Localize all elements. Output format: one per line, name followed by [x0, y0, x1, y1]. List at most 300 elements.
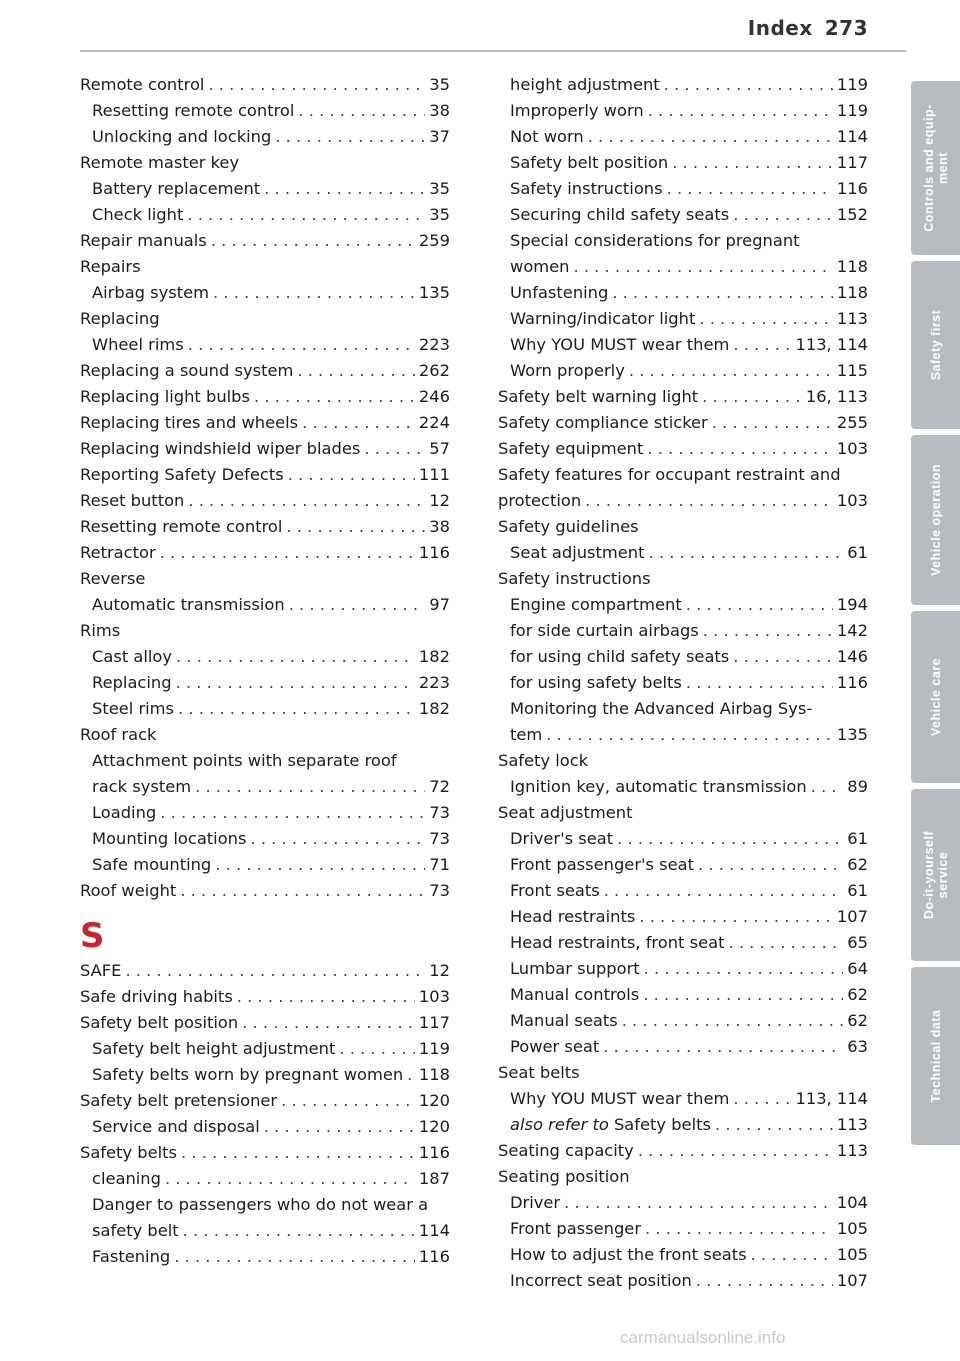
index-entry	[80, 228, 450, 254]
index-term: Driver	[510, 1193, 561, 1212]
index-term: Monitoring the Advanced Airbag Sys-	[510, 699, 813, 718]
page-reference[interactable]: 118	[418, 1065, 450, 1084]
index-term: Safe driving habits	[80, 987, 233, 1006]
page-reference[interactable]: 35	[429, 179, 450, 198]
page-reference[interactable]: 113, 114	[795, 1089, 868, 1108]
index-term: height adjustment	[510, 75, 660, 94]
page-reference[interactable]: 113	[836, 309, 868, 328]
chapter-tab[interactable]	[911, 611, 960, 783]
page-reference[interactable]: 73	[429, 829, 450, 848]
page-reference[interactable]: 73	[429, 881, 450, 900]
index-entry	[498, 202, 868, 228]
index-entry	[498, 98, 868, 124]
index-term: Improperly worn	[510, 101, 644, 120]
page-reference[interactable]: 182	[418, 699, 450, 718]
section-letter: S	[80, 916, 105, 956]
index-entry	[498, 930, 868, 956]
index-entry	[80, 722, 450, 748]
index-entry	[498, 1060, 868, 1086]
dot-leader	[237, 984, 415, 1010]
index-entry	[498, 176, 868, 202]
watermark: carmanualsonline.info	[620, 1328, 786, 1347]
page-reference[interactable]: 135	[418, 283, 450, 302]
chapter-tab-label: Do-it-yourself service	[921, 830, 950, 920]
dot-leader	[407, 1062, 415, 1088]
dot-leader	[211, 228, 415, 254]
page-reference[interactable]: 107	[836, 907, 868, 926]
index-term: Safety belt height adjustment	[92, 1039, 336, 1058]
dot-leader	[622, 1008, 844, 1034]
dot-leader	[603, 1034, 843, 1060]
index-entry	[80, 306, 450, 332]
dot-leader	[289, 592, 426, 618]
index-term: Incorrect seat position	[510, 1271, 692, 1290]
index-term: Not worn	[510, 127, 584, 146]
dot-leader	[298, 98, 425, 124]
page-reference[interactable]: 142	[836, 621, 868, 640]
page-reference[interactable]: 182	[418, 647, 450, 666]
page-reference[interactable]: 35	[429, 75, 450, 94]
index-term: Safety features for occupant restraint and	[498, 465, 841, 484]
index-term: Replacing	[92, 673, 172, 692]
index-term: Replacing	[80, 309, 160, 328]
index-entry	[498, 306, 868, 332]
index-entry	[498, 1008, 868, 1034]
dot-leader	[264, 1114, 415, 1140]
dot-leader	[629, 358, 833, 384]
index-entry	[80, 1088, 450, 1114]
page-reference[interactable]: 105	[836, 1219, 868, 1238]
index-entry	[80, 254, 450, 280]
chapter-tab-label: Vehicle operation	[928, 463, 943, 577]
index-term: Safe mounting	[92, 855, 212, 874]
index-entry	[80, 540, 450, 566]
dot-leader	[178, 696, 415, 722]
page-reference[interactable]: 103	[836, 491, 868, 510]
page-reference[interactable]: 12	[429, 961, 450, 980]
page-reference[interactable]: 118	[836, 283, 868, 302]
index-term: Battery replacement	[92, 179, 261, 198]
index-entry	[498, 956, 868, 982]
index-term: Safety compliance sticker	[498, 413, 708, 432]
dot-leader	[733, 644, 833, 670]
page-reference[interactable]: 73	[429, 803, 450, 822]
index-term: Service and disposal	[92, 1117, 260, 1136]
page-reference[interactable]: 64	[847, 959, 868, 978]
index-entry	[80, 618, 450, 644]
index-entry	[498, 254, 868, 280]
page-reference[interactable]: 115	[836, 361, 868, 380]
page-reference[interactable]: 113, 114	[795, 335, 868, 354]
page-reference[interactable]: 103	[836, 439, 868, 458]
page-reference[interactable]: 12	[429, 491, 450, 510]
index-term: Replacing windshield wiper blades	[80, 439, 361, 458]
page-reference[interactable]: 116	[418, 543, 450, 562]
chapter-tab[interactable]	[911, 81, 960, 255]
index-term: Mounting locations	[92, 829, 247, 848]
index-term: Front passenger's seat	[510, 855, 695, 874]
index-entry	[498, 826, 868, 852]
dot-leader	[183, 1218, 415, 1244]
dot-leader	[698, 852, 843, 878]
index-term: protection	[498, 491, 582, 510]
index-entry	[498, 1268, 868, 1294]
index-entry	[80, 1036, 450, 1062]
dot-leader	[215, 852, 425, 878]
page-reference[interactable]: 65	[847, 933, 868, 952]
chapter-tab-label: Controls and equip- ment	[921, 104, 950, 232]
page-reference[interactable]: 62	[847, 855, 868, 874]
index-term: Danger to passengers who do not wear a	[92, 1195, 429, 1214]
page-reference[interactable]: 113	[836, 1115, 868, 1134]
index-term: Securing child safety seats	[510, 205, 730, 224]
index-entry	[498, 982, 868, 1008]
page-reference[interactable]: 105	[836, 1245, 868, 1264]
index-term: Front seats	[510, 881, 600, 900]
index-list-r	[80, 72, 450, 904]
page-reference[interactable]: 117	[418, 1013, 450, 1032]
page-reference[interactable]: 259	[418, 231, 450, 250]
index-entry	[498, 748, 868, 774]
page-reference[interactable]: 119	[836, 101, 868, 120]
page-reference[interactable]: 103	[418, 987, 450, 1006]
index-entry	[80, 436, 450, 462]
page-reference[interactable]: 63	[847, 1037, 868, 1056]
page-reference[interactable]: 97	[429, 595, 450, 614]
index-entry	[80, 1114, 450, 1140]
page-reference[interactable]: 194	[836, 595, 868, 614]
cross-reference-prefix: also refer to	[510, 1115, 609, 1134]
index-entry	[498, 722, 868, 748]
index-entry	[498, 540, 868, 566]
page-reference[interactable]: 116	[836, 179, 868, 198]
dot-leader	[573, 254, 832, 280]
index-entry	[498, 592, 868, 618]
page-reference[interactable]: 114	[418, 1221, 450, 1240]
dot-leader	[686, 670, 833, 696]
index-term: Remote control	[80, 75, 205, 94]
index-term: Safety belt position	[80, 1013, 239, 1032]
dot-leader	[639, 904, 833, 930]
page-reference[interactable]: 135	[836, 725, 868, 744]
page-reference[interactable]: 104	[836, 1193, 868, 1212]
index-entry	[80, 462, 450, 488]
index-term: tem	[510, 725, 543, 744]
index-entry	[498, 410, 868, 436]
index-term: Why YOU MUST wear them	[510, 1089, 730, 1108]
index-term: also refer to Safety belts	[510, 1115, 711, 1134]
dot-leader	[564, 1190, 833, 1216]
dot-leader	[733, 202, 833, 228]
dot-leader	[699, 306, 833, 332]
page-reference[interactable]: 62	[847, 1011, 868, 1030]
page-reference[interactable]: 119	[418, 1039, 450, 1058]
dot-leader	[250, 826, 425, 852]
page-reference[interactable]: 223	[418, 335, 450, 354]
dot-leader	[648, 98, 833, 124]
dot-leader	[751, 1242, 833, 1268]
page-reference[interactable]: 61	[847, 881, 868, 900]
index-term: Reporting Safety Defects	[80, 465, 284, 484]
page-reference[interactable]: 35	[429, 205, 450, 224]
index-term: Replacing a sound system	[80, 361, 294, 380]
index-entry	[80, 72, 450, 98]
index-term: Head restraints, front seat	[510, 933, 725, 952]
page-reference[interactable]: 107	[836, 1271, 868, 1290]
page-reference[interactable]: 224	[418, 413, 450, 432]
page-reference[interactable]: 38	[429, 101, 450, 120]
index-entry	[498, 124, 868, 150]
page-reference[interactable]: 61	[847, 543, 868, 562]
index-term: Safety belt position	[510, 153, 669, 172]
dot-leader	[664, 72, 833, 98]
page-reference[interactable]: 117	[836, 153, 868, 172]
dot-leader	[188, 488, 425, 514]
chapter-tab-label: Vehicle care	[928, 657, 943, 737]
page-reference[interactable]: 89	[847, 777, 868, 796]
index-term: Reset button	[80, 491, 185, 510]
index-term: cleaning	[92, 1169, 161, 1188]
index-term: Driver's seat	[510, 829, 614, 848]
index-entry	[80, 1062, 450, 1088]
index-entry	[498, 1112, 868, 1138]
dot-leader	[176, 644, 415, 670]
dot-leader	[585, 488, 833, 514]
dot-leader	[712, 410, 833, 436]
chapter-tab[interactable]	[911, 967, 960, 1145]
dot-leader	[208, 72, 425, 98]
dot-leader	[649, 540, 844, 566]
index-term: Special considerations for pregnant	[510, 231, 800, 250]
dot-leader	[264, 176, 425, 202]
index-term: Roof rack	[80, 725, 157, 744]
page-reference[interactable]: 119	[836, 75, 868, 94]
index-entry	[80, 984, 450, 1010]
index-term: for side curtain airbags	[510, 621, 699, 640]
dot-leader	[645, 1216, 833, 1242]
index-term: Ignition key, automatic transmission	[510, 777, 807, 796]
index-term: women	[510, 257, 570, 276]
index-entry	[498, 436, 868, 462]
index-term: Reverse	[80, 569, 146, 588]
index-entry	[80, 958, 450, 984]
index-term: How to adjust the front seats	[510, 1245, 747, 1264]
index-term: Replacing light bulbs	[80, 387, 250, 406]
index-term: Attachment points with separate roof	[92, 751, 397, 770]
index-entry	[80, 488, 450, 514]
index-entry	[80, 852, 450, 878]
index-entry	[498, 878, 868, 904]
index-entry	[498, 150, 868, 176]
dot-leader	[160, 800, 425, 826]
header-title: Index	[747, 16, 813, 40]
dot-leader	[546, 722, 833, 748]
index-entry	[80, 696, 450, 722]
page-reference[interactable]: 152	[836, 205, 868, 224]
index-term: Remote master key	[80, 153, 240, 172]
index-term: Safety lock	[498, 751, 589, 770]
page-reference[interactable]: 61	[847, 829, 868, 848]
dot-leader	[297, 358, 415, 384]
dot-leader	[644, 956, 844, 982]
index-entry	[80, 1166, 450, 1192]
dot-leader	[181, 1140, 415, 1166]
index-term: Replacing tires and wheels	[80, 413, 299, 432]
dot-leader	[302, 410, 415, 436]
index-entry	[498, 280, 868, 306]
dot-leader	[733, 332, 791, 358]
page-reference[interactable]: 120	[418, 1117, 450, 1136]
index-entry	[80, 98, 450, 124]
index-term: Seat belts	[498, 1063, 580, 1082]
page-reference[interactable]: 255	[836, 413, 868, 432]
page-reference[interactable]: 111	[418, 465, 450, 484]
page-number: 273	[824, 16, 868, 40]
index-term: Seat adjustment	[510, 543, 645, 562]
index-entry	[80, 176, 450, 202]
index-entry	[498, 1190, 868, 1216]
index-entry	[498, 904, 868, 930]
index-entry	[498, 1138, 868, 1164]
index-term: Lumbar support	[510, 959, 640, 978]
dot-leader	[180, 878, 425, 904]
chapter-tab[interactable]	[911, 261, 960, 429]
page-reference[interactable]: 72	[429, 777, 450, 796]
page-reference[interactable]: 16, 113	[805, 387, 868, 406]
page-reference[interactable]: 116	[418, 1143, 450, 1162]
index-entry	[498, 1086, 868, 1112]
index-entry	[498, 566, 868, 592]
dot-leader	[703, 618, 833, 644]
dot-leader	[612, 280, 833, 306]
index-entry	[80, 1010, 450, 1036]
page-reference[interactable]: 57	[429, 439, 450, 458]
index-entry	[498, 1164, 868, 1190]
dot-leader	[643, 982, 843, 1008]
dot-leader	[174, 1244, 415, 1270]
dot-leader	[728, 930, 843, 956]
index-entry	[80, 202, 450, 228]
dot-leader	[364, 436, 425, 462]
index-term: Safety equipment	[498, 439, 644, 458]
index-entry	[80, 826, 450, 852]
index-entry	[498, 514, 868, 540]
page-reference[interactable]: 37	[429, 127, 450, 146]
chapter-tab[interactable]	[911, 435, 960, 605]
page-reference[interactable]: 223	[418, 673, 450, 692]
index-term: Steel rims	[92, 699, 175, 718]
dot-leader	[242, 1010, 415, 1036]
index-column-right	[498, 72, 868, 1294]
index-term: for using child safety seats	[510, 647, 730, 666]
dot-leader	[125, 958, 425, 984]
page-reference[interactable]: 38	[429, 517, 450, 536]
index-entry	[498, 228, 868, 254]
index-entry	[80, 566, 450, 592]
index-entry	[80, 592, 450, 618]
page-reference[interactable]: 116	[836, 673, 868, 692]
index-term: Resetting remote control	[80, 517, 283, 536]
dot-leader	[187, 202, 425, 228]
page-reference[interactable]: 120	[418, 1091, 450, 1110]
index-entry	[80, 878, 450, 904]
page-reference[interactable]: 71	[429, 855, 450, 874]
page-reference[interactable]: 187	[418, 1169, 450, 1188]
dot-leader	[647, 436, 833, 462]
index-entry	[80, 280, 450, 306]
index-entry	[80, 358, 450, 384]
page-reference[interactable]: 146	[836, 647, 868, 666]
page-reference[interactable]: 118	[836, 257, 868, 276]
index-list-s-continued	[498, 72, 868, 1294]
index-term: Seating capacity	[498, 1141, 634, 1160]
dot-leader	[213, 280, 415, 306]
index-term: Safety belt warning light	[498, 387, 699, 406]
index-entry	[498, 670, 868, 696]
index-term: rack system	[92, 777, 192, 796]
index-term: Unlocking and locking	[92, 127, 272, 146]
index-term: Safety belt pretensioner	[80, 1091, 278, 1110]
index-entry	[498, 852, 868, 878]
dot-leader	[604, 878, 844, 904]
dot-leader	[286, 514, 425, 540]
index-term: for using safety belts	[510, 673, 682, 692]
index-entry	[80, 150, 450, 176]
page-reference[interactable]: 113	[836, 1141, 868, 1160]
index-column-left	[80, 72, 450, 1270]
index-entry	[80, 332, 450, 358]
index-term: Repairs	[80, 257, 141, 276]
index-term: Safety belts worn by pregnant women	[92, 1065, 404, 1084]
page-reference[interactable]: 262	[418, 361, 450, 380]
index-term: Fastening	[92, 1247, 171, 1266]
index-entry	[498, 358, 868, 384]
page-reference[interactable]: 62	[847, 985, 868, 1004]
dot-leader	[165, 1166, 415, 1192]
index-term: Retractor	[80, 543, 156, 562]
index-term: Rims	[80, 621, 121, 640]
index-term: Why YOU MUST wear them	[510, 335, 730, 354]
dot-leader	[715, 1112, 833, 1138]
dot-leader	[275, 124, 425, 150]
page-reference[interactable]: 114	[836, 127, 868, 146]
index-term: Airbag system	[92, 283, 210, 302]
index-term: Safety guidelines	[498, 517, 639, 536]
dot-leader	[702, 384, 802, 410]
index-term: Safety belts	[80, 1143, 177, 1162]
index-entry	[498, 1242, 868, 1268]
dot-leader	[672, 150, 833, 176]
dot-leader	[195, 774, 425, 800]
index-term: Loading	[92, 803, 157, 822]
index-term: Check light	[92, 205, 184, 224]
index-term: Warning/indicator light	[510, 309, 696, 328]
index-entry	[498, 72, 868, 98]
index-entry	[80, 670, 450, 696]
index-entry	[80, 1244, 450, 1270]
chapter-tab[interactable]	[911, 789, 960, 961]
index-entry	[80, 410, 450, 436]
index-term: Cast alloy	[92, 647, 173, 666]
page-reference[interactable]: 246	[418, 387, 450, 406]
chapter-tab-label: Technical data	[928, 1009, 943, 1103]
index-entry	[80, 774, 450, 800]
index-entry	[498, 618, 868, 644]
dot-leader	[288, 462, 415, 488]
page-reference[interactable]: 116	[418, 1247, 450, 1266]
index-term: Roof weight	[80, 881, 177, 900]
index-term: Safety instructions	[510, 179, 663, 198]
